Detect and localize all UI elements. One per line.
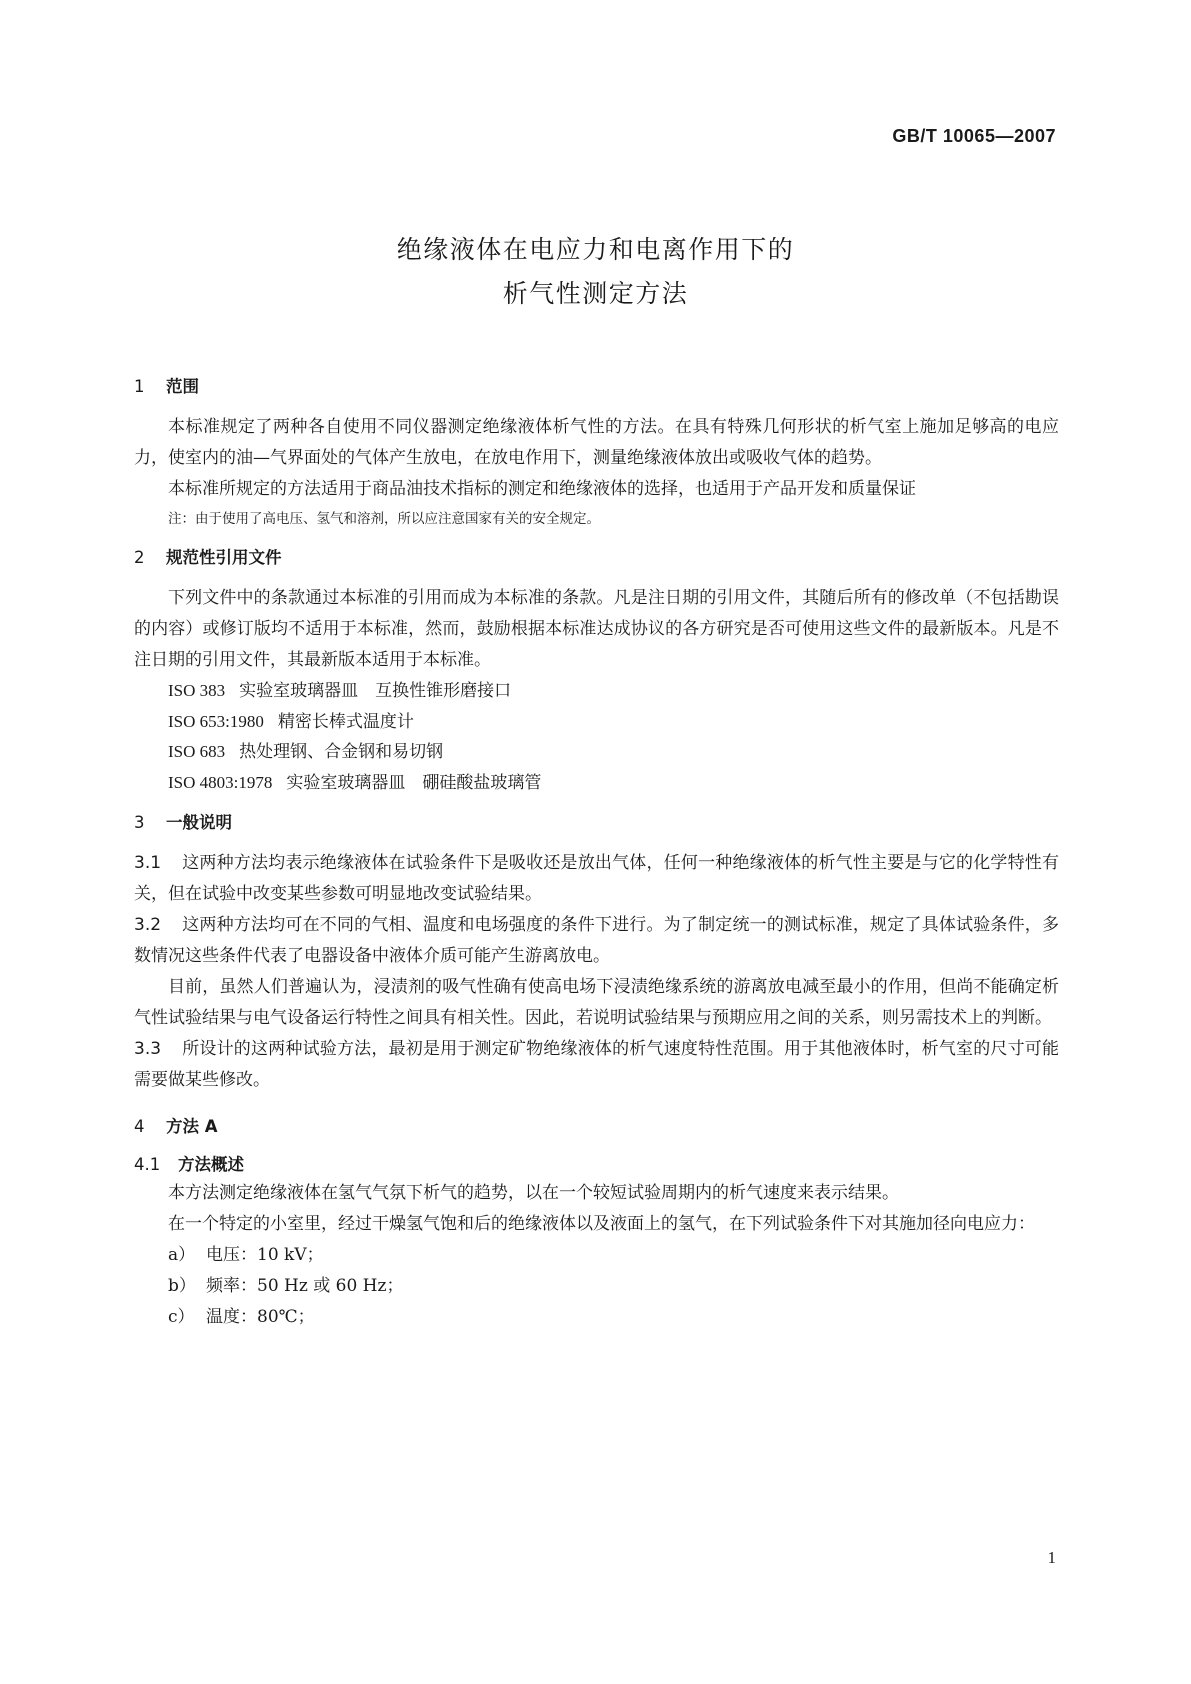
section-number: 1 [134,377,145,396]
section-3-heading [134,810,1059,836]
paragraph: 目前，虽然人们普遍认为，浸渍剂的吸气性确有使高电场下浸渍绝缘系统的游离放电减至最小的作用，但尚不能确定析气性试验结果与电气设备运行特性之间具有相关性。因此，若说明试验结果与预期应用之间的关系，则另需技术上的判断。 [134,977,1059,1028]
note: 注：由于使用了高电压、氢气和溶剂，所以应注意国家有关的安全规定。 [168,511,600,527]
paragraph: 下列文件中的条款通过本标准的引用而成为本标准的条款。凡是注日期的引用文件，其随后所有的修改单（不包括勘误的内容）或修订版均不适用于本标准，然而，鼓励根据本标准达成协议的各方研究是否可使用这些文件的最新版本。凡是不注日期的引用文件，其最新版本适用于本标准。 [134,588,1059,670]
section-2-heading [134,545,1059,571]
reference-code: ISO 653:1980 [168,711,264,731]
reference-item [134,768,1059,799]
section-number: 4 [134,1117,145,1136]
reference-item [134,737,1059,768]
title-line-1: 绝缘液体在电应力和电离作用下的 [396,235,795,264]
list-text: 温度：80℃； [206,1307,315,1327]
list-item [134,1271,1059,1302]
section-title: 一般说明 [166,813,232,832]
standard-code: GB/T 10065—2007 [892,126,1056,146]
reference-item [134,707,1059,738]
reference-code: ISO 4803:1978 [168,772,273,792]
section-4-heading [134,1114,1059,1140]
clause-number: 3.1 [134,853,162,873]
paragraph: 在一个特定的小室里，经过干燥氢气饱和后的绝缘液体以及液面上的氢气，在下列试验条件下对其施加径向电应力： [168,1214,1035,1234]
reference-title: 精密长棒式温度计 [277,711,414,732]
list-marker: c） [168,1307,195,1327]
clause-3-1 [134,848,1059,910]
list-text: 电压：10 kV； [206,1245,324,1265]
clause-text: 所设计的这两种试验方法，最初是用于测定矿物绝缘液体的析气速度特性范围。用于其他液体时，析气室的尺寸可能需要做某些修改。 [134,1039,1059,1090]
section-title: 方法 A [166,1117,218,1136]
section-title: 范围 [166,377,199,396]
paragraph: 本方法测定绝缘液体在氢气气氛下析气的趋势，以在一个较短试验周期内的析气速度来表示结果。 [168,1183,899,1203]
clause-text: 这两种方法均表示绝缘液体在试验条件下是吸收还是放出气体，任何一种绝缘液体的析气性主要是与它的化学特性有关，但在试验中改变某些参数可明显地改变试验结果。 [134,853,1059,904]
reference-code: ISO 683 [168,742,226,761]
clause-3-2 [134,910,1059,972]
reference-code: ISO 383 [168,681,226,700]
subsection-title: 方法概述 [178,1155,244,1174]
paragraph: 本标准规定了两种各自使用不同仪器测定绝缘液体析气性的方法。在具有特殊几何形状的析气室上施加足够高的电应力，使室内的油—气界面处的气体产生放电，在放电作用下，测量绝缘液体放出或吸收气体的趋势。 [134,417,1059,468]
document-title [0,228,1191,316]
reference-title: 实验室玻璃器皿 互换性锥形磨接口 [239,681,512,701]
subsection-number: 4.1 [134,1155,161,1174]
section-number: 3 [134,813,145,832]
subsection-4-1-heading [134,1152,1059,1178]
clause-3-3 [134,1034,1059,1096]
section-title: 规范性引用文件 [166,548,282,567]
title-line-2: 析气性测定方法 [502,279,689,308]
list-text: 频率：50 Hz 或 60 Hz； [206,1276,404,1296]
reference-title: 热处理钢、合金钢和易切钢 [239,742,444,762]
page-number: 1 [1047,1548,1056,1567]
section-number: 2 [134,548,145,567]
list-marker: a） [168,1245,196,1265]
paragraph: 本标准所规定的方法适用于商品油技术指标的测定和绝缘液体的选择，也适用于产品开发和质量保证 [168,479,916,499]
list-marker: b） [168,1276,196,1296]
reference-title: 实验室玻璃器皿 硼硅酸盐玻璃管 [286,772,542,793]
clause-number: 3.2 [134,915,162,935]
list-item [134,1302,1059,1333]
reference-item [134,676,1059,707]
section-1-heading [134,374,1059,400]
clause-number: 3.3 [134,1039,162,1059]
clause-text: 这两种方法均可在不同的气相、温度和电场强度的条件下进行。为了制定统一的测试标准，规定了具体试验条件，多数情况这些条件代表了电器设备中液体介质可能产生游离放电。 [134,915,1059,966]
list-item [134,1240,1059,1271]
document-body [134,374,1059,1333]
